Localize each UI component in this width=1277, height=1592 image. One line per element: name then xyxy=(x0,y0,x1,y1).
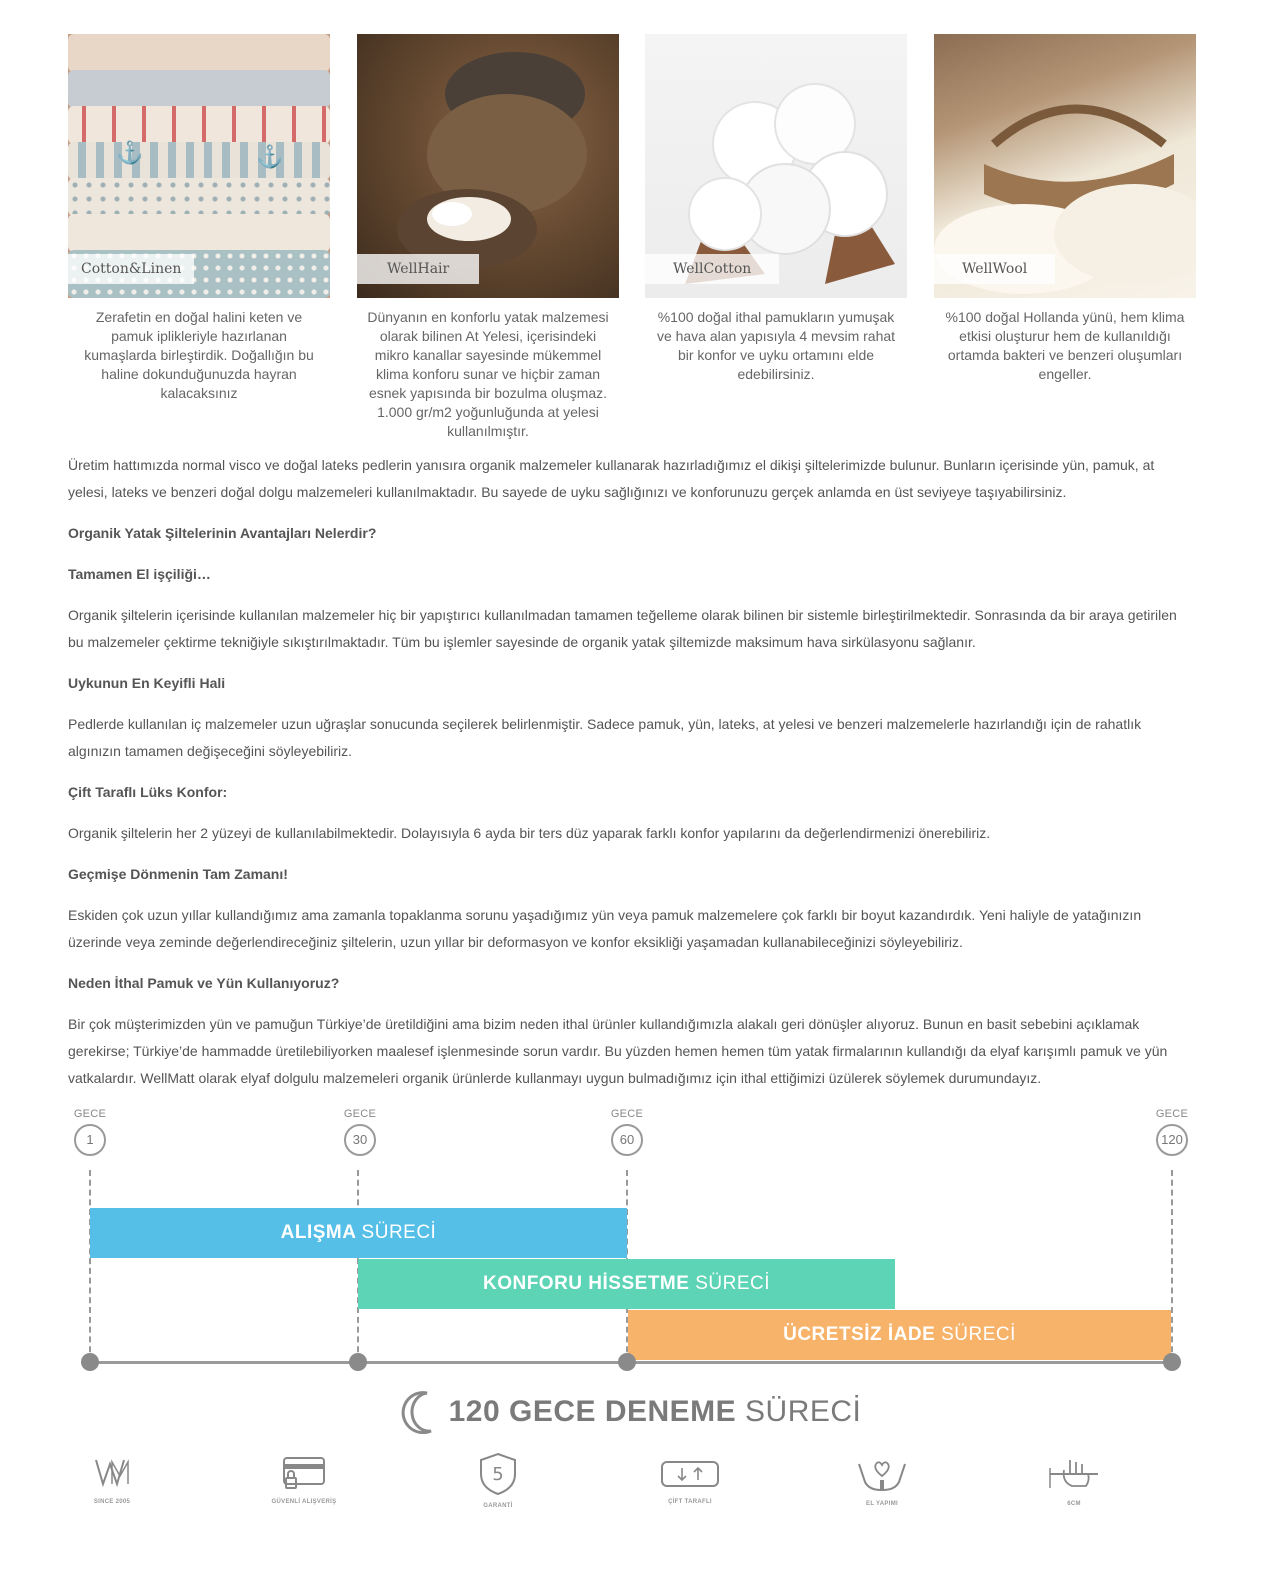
product-description: Zerafetin en doğal halini keten ve pamuk iplikleriyle hazırlanan kumaşlarda birleştirdik. Doğallığın bu haline dokunduğunuzda hayran kalacaksınız xyxy=(84,309,314,401)
feature-badges xyxy=(68,1452,1194,1522)
trial-title xyxy=(68,1390,1194,1440)
article-paragraph: Eskiden çok uzun yıllar kullandığımız ama zamanla topaklanma sorunu yaşadığımız yün veya pamuk malzemelere çok farklı bir boyut kazandırdık. Yeni haliyle de yatağınızın üzerinde veya zeminde değerlendireceğiniz şiltelerin, uzun yıllar bir deformasyon ve konfor eksikliği yaşamadan kullanabileceğinizi söyleyebiliriz. xyxy=(68,907,1142,950)
tick-value: 120 xyxy=(1156,1124,1188,1156)
bar-label-thin: SÜRECİ xyxy=(941,1324,1016,1345)
product-description: Dünyanın en konforlu yatak malzemesi olarak bilinen At Yelesi, içerisindeki mikro kanallar sayesinde mükemmel klima konforu sunar ve hiçbir zaman esnek yapısında bir bozulma oluşmaz. 1.000 gr/m2 yoğunluğunda at yelesi kullanılmıştır. xyxy=(367,309,609,439)
article-paragraph: Pedlerde kullanılan iç malzemeler uzun uğraşlar sonucunda seçilerek belirlenmiştir. Sadece pamuk, yün, lateks, at yelesi ve benzeri malzemelerle hazırlandığı için de rahatlık algınızın tamamen değişeceğini söyleyebiliriz. xyxy=(68,716,1142,759)
article-heading: Geçmişe Dönmenin Tam Zamanı! xyxy=(68,866,288,882)
article-paragraph: Bir çok müşterimizden yün ve pamuğun Türkiye’de üretildiğini ama bizim neden ithal ürünler kullandığımızla alakalı geri dönüşler alıyoruz. Bunun en basit sebebini açıklamak gerekirse; Türkiye’de hammadde üretilebiliyorken maalesef işlenmesinde sorun vardır. Bu yüzden hemen hemen tüm yatak firmalarının kullandığı da elyaf karışımlı pamuk ve yün vatkalardır. WellMatt olarak elyaf dolgulu malzemeleri organik ürünlerde kullanmayı uygun bulmadığımız için ithal ettiğimizi üzülerek söylemek durumundayız. xyxy=(68,1016,1168,1086)
hand-press-icon xyxy=(1044,1452,1104,1494)
article-paragraph: Organik şiltelerin her 2 yüzeyi de kullanılabilmektedir. Dolayısıyla 6 ayda bir ters düz yaparak farklı konfor yapılarını da değerlendirmenizi önerebiliriz. xyxy=(68,825,991,841)
credit-card-lock-icon xyxy=(280,1452,328,1492)
feature-label: GARANTİ xyxy=(483,1503,513,1509)
tick-value: 60 xyxy=(611,1124,643,1156)
wool-photo xyxy=(934,34,1196,298)
product-label: WellHair xyxy=(357,254,479,284)
feature-label: SINCE 2005 xyxy=(93,1499,131,1505)
trial-title-bold: 120 GECE DENEME xyxy=(448,1395,737,1428)
timeline-dot xyxy=(349,1353,367,1371)
feature-since xyxy=(62,1452,162,1505)
anchor-icon: ⚓ xyxy=(256,144,284,169)
feature-label: ÇİFT TARAFLI xyxy=(668,1499,712,1505)
linen-photo xyxy=(68,34,330,298)
product-card-wellcotton[interactable] xyxy=(645,34,907,384)
timeline-dash xyxy=(89,1170,91,1362)
product-label: WellCotton xyxy=(645,254,779,284)
timeline-dash xyxy=(1171,1170,1173,1362)
timeline-dot xyxy=(81,1353,99,1371)
timeline-tick-30 xyxy=(343,1108,377,1156)
timeline-dot xyxy=(618,1353,636,1371)
feature-double-sided xyxy=(640,1452,740,1505)
article-heading: Uykunun En Keyifli Hali xyxy=(68,675,226,691)
moon-icon xyxy=(401,1390,441,1434)
feature-label: 6CM xyxy=(1067,1501,1081,1507)
hands-heart-icon xyxy=(855,1452,909,1494)
article-heading: Tamamen El işçiliği… xyxy=(68,566,211,582)
bar-label-bold: KONFORU HİSSETME xyxy=(482,1273,690,1294)
bar-label-bold: ÜCRETSİZ İADE xyxy=(783,1324,936,1345)
product-card-cotton-linen[interactable] xyxy=(68,34,330,403)
article-heading: Çift Taraflı Lüks Konfor: xyxy=(68,784,228,800)
bar-label-thin: SÜRECİ xyxy=(695,1273,771,1294)
tick-label: GECE xyxy=(343,1108,377,1120)
product-cards xyxy=(68,34,1194,444)
timeline-dot xyxy=(1163,1353,1181,1371)
anchor-icon: ⚓ xyxy=(116,140,144,165)
tick-label: GECE xyxy=(73,1108,107,1120)
article-heading: Organik Yatak Şiltelerinin Avantajları Nelerdir? xyxy=(68,525,377,541)
feature-6cm xyxy=(1024,1452,1124,1507)
feature-handmade xyxy=(832,1452,932,1507)
article xyxy=(68,452,1194,1092)
article-paragraph: Organik şiltelerin içerisinde kullanılan malzemeler hiç bir yapıştırıcı kullanılmadan tamamen teğelleme olarak bilinen bir sistemle birleştirilmektedir. Sonrasında da bir araya getirilen bu malzemeler çektirme tekniğiyle sıkıştırılmaktadır. Tüm bu işlemler sayesinde de organik yatak şiltemizde maksimum hava sirkülasyonu sağlanır. xyxy=(68,607,1177,650)
product-description: %100 doğal Hollanda yünü, hem klima etkisi oluşturur hem de kullanıldığı ortamda bakteri ve benzeri oluşumları engeller. xyxy=(945,309,1185,382)
feature-secure-shopping xyxy=(254,1452,354,1505)
feature-warranty xyxy=(448,1452,548,1509)
double-sided-icon xyxy=(660,1452,720,1492)
horsehair-photo xyxy=(357,34,619,298)
tick-label: GECE xyxy=(610,1108,644,1120)
wm-logo-icon xyxy=(92,1452,132,1492)
tick-label: GECE xyxy=(1155,1108,1189,1120)
feature-label: EL YAPIMI xyxy=(866,1501,898,1507)
article-heading: Neden İthal Pamuk ve Yün Kullanıyoruz? xyxy=(68,975,340,991)
feature-label: GÜVENLİ ALIŞVERİŞ xyxy=(271,1499,337,1505)
cotton-photo xyxy=(645,34,907,298)
product-label: Cotton&Linen xyxy=(68,254,194,284)
timeline-tick-60 xyxy=(610,1108,644,1156)
tick-value: 30 xyxy=(344,1124,376,1156)
bar-label-thin: SÜRECİ xyxy=(361,1222,437,1243)
product-card-wellwool[interactable] xyxy=(934,34,1196,384)
product-card-wellhair[interactable] xyxy=(357,34,619,441)
timeline-tick-120 xyxy=(1155,1108,1189,1156)
product-description: %100 doğal ithal pamukların yumuşak ve hava alan yapısıyla 4 mevsim rahat bir konfor ve uyku ortamını elde edebilirsiniz. xyxy=(656,309,896,382)
shield-5-icon xyxy=(477,1452,519,1496)
article-intro: Üretim hattımızda normal visco ve doğal lateks pedlerin yanısıra organik malzemeler kullanarak hazırladığımız el dikişi şiltelerimizde bulunur. Bunların içerisinde yün, pamuk, at yelesi, lateks ve benzeri doğal dolgu malzemeleri kullanılmaktadır. Bu sayede de uyku sağlığınızı ve konforunuzu gerçek anlamda en üst seviyeye taşıyabilirsiniz. xyxy=(68,457,1155,500)
comfort-period-bar xyxy=(358,1259,895,1309)
free-return-period-bar xyxy=(628,1310,1171,1360)
timeline-tick-1 xyxy=(73,1108,107,1156)
tick-value: 1 xyxy=(74,1124,106,1156)
trial-title-thin: SÜRECİ xyxy=(745,1395,862,1428)
trial-timeline xyxy=(68,1104,1194,1374)
product-label: WellWool xyxy=(934,254,1055,284)
svg-text:5: 5 xyxy=(492,1464,504,1485)
bar-label-bold: ALIŞMA xyxy=(280,1222,356,1243)
adaptation-period-bar xyxy=(90,1208,627,1258)
